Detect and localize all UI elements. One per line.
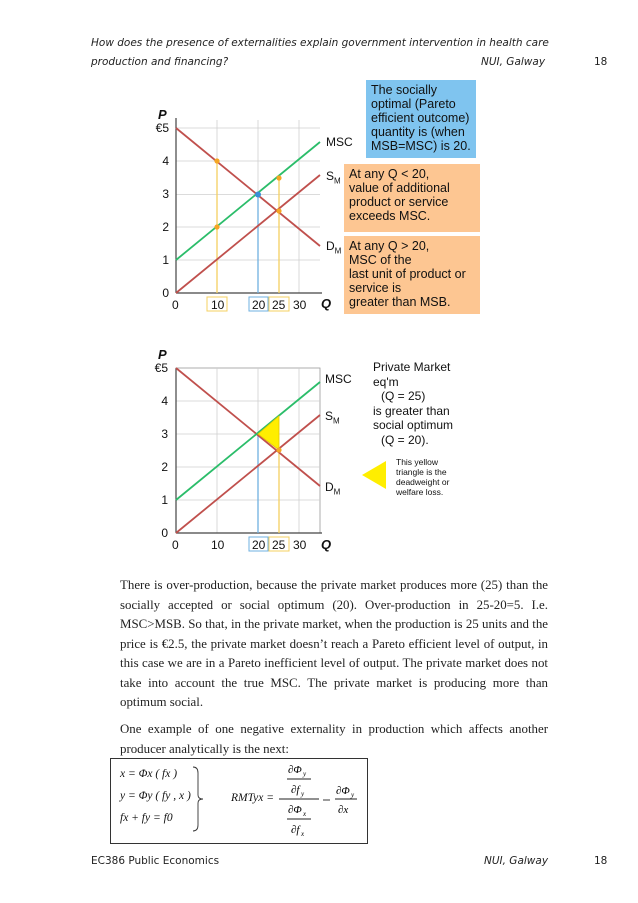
private-market-note: Private Market eq'm (Q = 25) is greater than social optimum (Q = 20). [373,360,454,447]
svg-text:∂Φ: ∂Φ [336,785,350,797]
callout-above-optimum: At any Q > 20, MSC of the last unit of product or service is greater than MSB. [344,236,480,314]
footer-page-number: 18 [594,855,608,867]
figure2-x-tick: 20 [252,538,266,552]
header-page-number: 18 [594,56,608,68]
svg-text:∂x: ∂x [338,804,349,816]
figure1-x-axis-title: Q [321,296,332,311]
figure2-x-tick: 25 [272,538,286,552]
figure2-y-tick: 0 [161,526,168,540]
figure1-x-tick: 10 [211,298,225,312]
header-title-line1: How does the presence of externalities explain government intervention in health care [91,37,549,49]
figure2-y-tick: 2 [161,460,168,474]
callout-social-optimum: The socially optimal (Pareto efficient outcome) quantity is (when MSB=MSC) is 20. [366,80,476,158]
svg-text:x: x [303,810,307,818]
figure1-y-tick: 0 [162,286,169,300]
figure1-y-tick: 4 [162,154,169,168]
figure2-x-axis-title: Q [321,537,332,552]
figure2-y-tick: 3 [161,427,168,441]
figure1-y-tick: 3 [162,187,169,201]
figure1-grid [176,120,320,293]
header-title-line2: production and financing? [91,56,229,68]
figure1-msc-label: MSC [326,135,353,149]
svg-text:x: x [301,830,305,838]
body-paragraph-2: One example of one negative externality in production which affects another producer analytically is the next: [120,722,548,756]
footer-institution: NUI, Galway [484,855,549,867]
figure2-y-tick: 4 [161,394,168,408]
figure1-y-tick: €5 [155,121,169,135]
footer-course: EC386 Public Economics [91,855,220,867]
svg-text:∂Φ: ∂Φ [288,804,302,816]
svg-text:∂f: ∂f [291,784,300,796]
figure2-y-tick: 1 [161,493,168,507]
figure2-dm-label: $D_M$ [325,480,341,497]
figure1-x-tick: 0 [172,298,179,312]
svg-text:y: y [303,770,307,778]
figure2-y-axis-title: P [158,347,167,362]
figure1-x-tick: 30 [293,298,307,312]
figure2-msc-label: MSC [325,372,352,386]
formula-box [110,758,368,844]
formula-eq3: fx + fy = f0 [120,812,173,824]
figure1-x-tick: 20 [252,298,266,312]
figure2-x-tick: 0 [172,538,179,552]
svg-text:y: y [351,791,355,799]
figure1-dm-label: $D_M$ [326,239,342,256]
figure2-x-tick: 10 [211,538,225,552]
header-institution: NUI, Galway [481,56,546,68]
callout-below-optimum: At any Q < 20, value of additional product or service exceeds MSC. [344,164,480,232]
figure2-y-tick: €5 [154,361,168,375]
svg-text:∂f: ∂f [291,824,300,836]
figure1-sm-label: $S_M$ [326,169,341,186]
formula-rmt: RMTyx = [231,792,274,804]
formula-eq2: y = Φy ( fy , x ) [120,790,191,802]
figure1-y-tick: 2 [162,220,169,234]
svg-text:∂Φ: ∂Φ [288,764,302,776]
svg-text:y: y [301,790,305,798]
figure1-x-tick: 25 [272,298,286,312]
deadweight-note: This yellow triangle is the deadweight or welfare loss. [396,457,450,497]
figure1-y-tick: 1 [162,253,169,267]
figure2-x-tick: 30 [293,538,307,552]
formula-eq1: x = Φx ( fx ) [120,768,178,780]
figure2-sm-label: $S_M$ [325,409,340,426]
figure1-y-axis-title: P [158,107,167,122]
body-paragraph-1: There is over-production, because the private market produces more (25) than the socially accepted or social optimum (20). Over-production in 25-20=5. I.e. MSC>MSB. So that, in the private market, when the production is 25 units and the price is €2.5, the private market doesn’t reach a Pareto efficient level of output, in this case we are in a Pareto inefficient level of output. The private market does not take into account the true MSC. The private market is producing more than optimum social. [120,578,548,709]
